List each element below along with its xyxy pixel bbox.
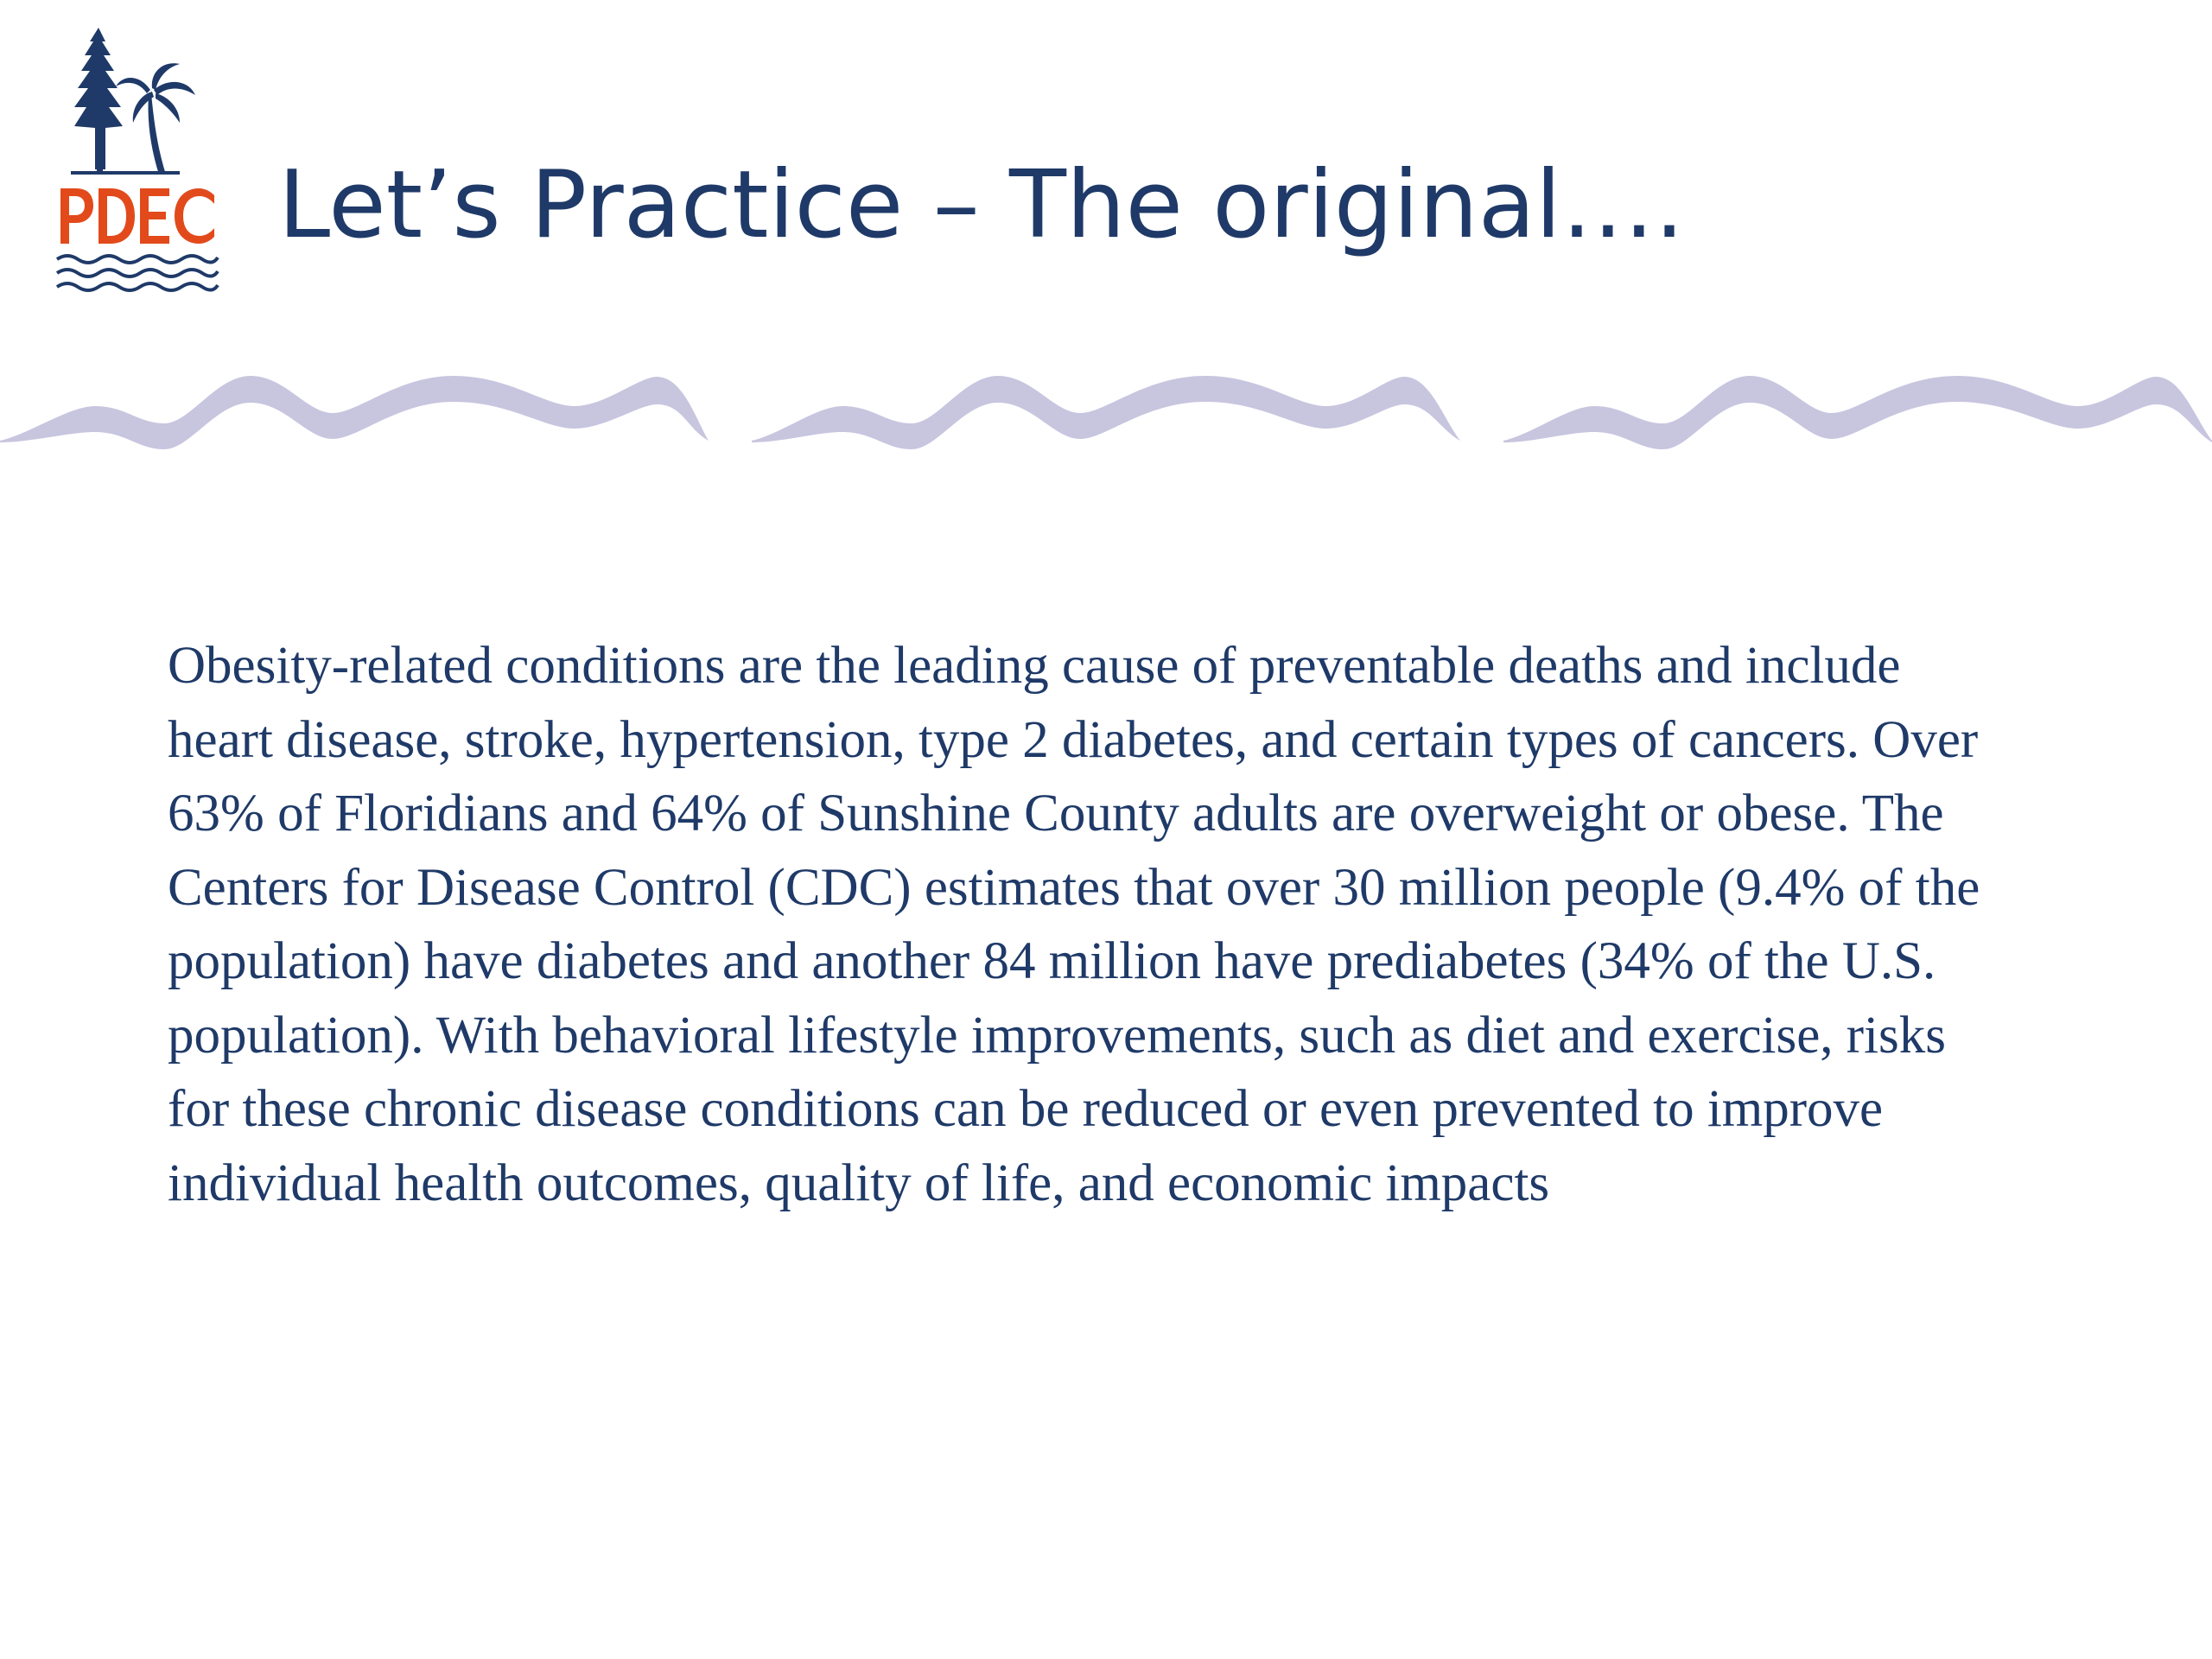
pdec-logo (54, 26, 222, 302)
ground-line (71, 171, 180, 175)
wave-divider (0, 363, 2212, 449)
pine-tree-icon (74, 28, 123, 175)
pdec-wordmark-icon (60, 188, 214, 244)
palm-tree-icon (116, 63, 195, 175)
logo-waves-icon (57, 256, 218, 290)
slide-title: Let’s Practice – The original…. (278, 151, 1685, 259)
wave-divider-icon (0, 376, 2212, 449)
body-paragraph: Obesity-related conditions are the leading cause of preventable deaths and include heart disease, stroke, hypertension, type 2 diabetes, and certain types of cancers. Over 63% of Floridians and 64% of Sunshine County adults are overweight or obese. The Centers for Disease Control (CDC) estimates that over 30 million people (9.4% of the population) have diabetes and another 84 million have prediabetes (34% of the U.S. population). With behavioral lifestyle improvements, such as diet and exercise, risks for these chronic disease conditions can be reduced or even prevented to improve individual health outcomes, quality of life, and economic impacts (168, 637, 1980, 1212)
